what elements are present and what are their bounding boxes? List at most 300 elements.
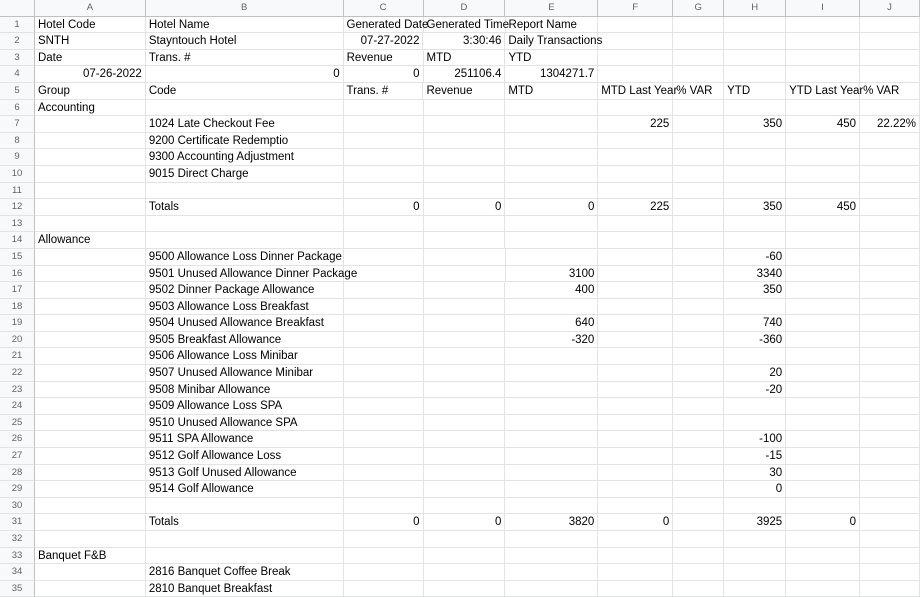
cell-h2[interactable]: [724, 33, 786, 50]
cell-e24[interactable]: [505, 398, 598, 415]
cell-f8[interactable]: [598, 133, 673, 150]
cell-d16[interactable]: [424, 266, 506, 283]
cell-e26[interactable]: [505, 431, 598, 448]
cell-j17[interactable]: [860, 282, 920, 299]
cell-d5[interactable]: Revenue: [423, 83, 505, 100]
cell-g16[interactable]: [673, 266, 724, 283]
cell-g24[interactable]: [673, 398, 724, 415]
cell-c11[interactable]: [344, 183, 424, 200]
row-header[interactable]: 7: [0, 116, 35, 133]
row-header[interactable]: 4: [0, 66, 35, 83]
cell-a25[interactable]: [35, 415, 146, 432]
cell-i13[interactable]: [786, 216, 860, 233]
cell-f22[interactable]: [598, 365, 673, 382]
cell-d23[interactable]: [424, 382, 506, 399]
cell-i34[interactable]: [786, 564, 860, 581]
cell-j9[interactable]: [860, 149, 920, 166]
cell-h23[interactable]: -20: [724, 382, 786, 399]
cell-a9[interactable]: [35, 149, 146, 166]
cell-c8[interactable]: [344, 133, 424, 150]
cell-h7[interactable]: 350: [724, 116, 786, 133]
cell-e2[interactable]: Daily Transactions: [505, 33, 598, 50]
cell-e31[interactable]: 3820: [505, 514, 598, 531]
cell-b26[interactable]: 9511 SPA Allowance: [146, 431, 344, 448]
cell-e8[interactable]: [505, 133, 598, 150]
cell-j23[interactable]: [860, 382, 920, 399]
column-header-j[interactable]: J: [860, 0, 920, 17]
row-header[interactable]: 35: [0, 581, 35, 597]
row-header[interactable]: 5: [0, 83, 35, 100]
cell-j35[interactable]: [860, 581, 920, 597]
row-header[interactable]: 34: [0, 564, 35, 581]
cell-i17[interactable]: [786, 282, 860, 299]
cell-a17[interactable]: [35, 282, 146, 299]
column-header-h[interactable]: H: [724, 0, 786, 17]
cell-e32[interactable]: [505, 531, 598, 548]
cell-b6[interactable]: [146, 100, 344, 117]
row-header[interactable]: 21: [0, 348, 35, 365]
cell-d13[interactable]: [424, 216, 506, 233]
cell-h24[interactable]: [724, 398, 786, 415]
cell-b5[interactable]: Code: [146, 83, 344, 100]
cell-b11[interactable]: [146, 183, 344, 200]
cell-f19[interactable]: [598, 315, 673, 332]
cell-a33[interactable]: Banquet F&B: [35, 548, 146, 565]
cell-c10[interactable]: [344, 166, 424, 183]
cell-c6[interactable]: [344, 100, 424, 117]
cell-f31[interactable]: 0: [598, 514, 673, 531]
cell-a23[interactable]: [35, 382, 146, 399]
cell-e13[interactable]: [505, 216, 598, 233]
cell-j10[interactable]: [860, 166, 920, 183]
cell-f21[interactable]: [598, 348, 673, 365]
cell-d9[interactable]: [424, 149, 506, 166]
cell-i23[interactable]: [786, 382, 860, 399]
cell-b29[interactable]: 9514 Golf Allowance: [146, 481, 344, 498]
cell-e3[interactable]: YTD: [505, 50, 598, 67]
cell-e29[interactable]: [505, 481, 598, 498]
cell-i11[interactable]: [786, 183, 860, 200]
row-header[interactable]: 13: [0, 216, 35, 233]
cell-j26[interactable]: [860, 431, 920, 448]
cell-j3[interactable]: [860, 50, 920, 67]
cell-d33[interactable]: [424, 548, 506, 565]
cell-j24[interactable]: [860, 398, 920, 415]
cell-f28[interactable]: [598, 465, 673, 482]
cell-a31[interactable]: [35, 514, 146, 531]
row-header[interactable]: 17: [0, 282, 35, 299]
cell-j28[interactable]: [860, 465, 920, 482]
cell-c29[interactable]: [344, 481, 424, 498]
row-header[interactable]: 1: [0, 17, 35, 34]
cell-e16[interactable]: 3100: [506, 266, 599, 283]
cell-j20[interactable]: [860, 332, 920, 349]
cell-h29[interactable]: 0: [724, 481, 786, 498]
cell-b14[interactable]: [146, 232, 344, 249]
cell-g7[interactable]: [673, 116, 724, 133]
cell-d28[interactable]: [424, 465, 506, 482]
cell-j4[interactable]: [860, 66, 920, 83]
cell-f20[interactable]: [598, 332, 673, 349]
cell-e25[interactable]: [505, 415, 598, 432]
row-header[interactable]: 27: [0, 448, 35, 465]
cell-d8[interactable]: [424, 133, 506, 150]
cell-i19[interactable]: [786, 315, 860, 332]
row-header[interactable]: 2: [0, 33, 35, 50]
cell-g14[interactable]: [673, 232, 724, 249]
cell-e30[interactable]: [505, 498, 598, 515]
cell-b23[interactable]: 9508 Minibar Allowance: [146, 382, 344, 399]
cell-h10[interactable]: [724, 166, 786, 183]
cell-g25[interactable]: [673, 415, 724, 432]
cell-j2[interactable]: [860, 33, 920, 50]
cell-f27[interactable]: [598, 448, 673, 465]
cell-b35[interactable]: 2810 Banquet Breakfast: [146, 581, 344, 597]
cell-i25[interactable]: [786, 415, 860, 432]
cell-d11[interactable]: [424, 183, 506, 200]
cell-i33[interactable]: [786, 548, 860, 565]
cell-g3[interactable]: [673, 50, 724, 67]
cell-i24[interactable]: [786, 398, 860, 415]
cell-d14[interactable]: [424, 232, 506, 249]
row-header[interactable]: 6: [0, 100, 35, 117]
cell-b7[interactable]: 1024 Late Checkout Fee: [146, 116, 344, 133]
cell-e20[interactable]: -320: [505, 332, 598, 349]
cell-g4[interactable]: [673, 66, 724, 83]
cell-b30[interactable]: [146, 498, 344, 515]
cell-d6[interactable]: [424, 100, 506, 117]
cell-b12[interactable]: Totals: [146, 199, 344, 216]
cell-a21[interactable]: [35, 348, 146, 365]
cell-c1[interactable]: Generated Date: [344, 17, 424, 34]
cell-a24[interactable]: [35, 398, 146, 415]
cell-a3[interactable]: Date: [35, 50, 146, 67]
cell-c5[interactable]: Trans. #: [344, 83, 424, 100]
cell-e9[interactable]: [505, 149, 598, 166]
cell-g8[interactable]: [673, 133, 724, 150]
cell-j22[interactable]: [860, 365, 920, 382]
cell-d4[interactable]: 251106.4: [424, 66, 506, 83]
column-header-f[interactable]: F: [598, 0, 673, 17]
cell-h20[interactable]: -360: [724, 332, 786, 349]
cell-j14[interactable]: [860, 232, 920, 249]
cell-h26[interactable]: -100: [724, 431, 786, 448]
cell-j5[interactable]: % VAR: [860, 83, 920, 100]
cell-e1[interactable]: Report Name: [506, 17, 599, 34]
row-header[interactable]: 19: [0, 315, 35, 332]
cell-g5[interactable]: % VAR: [673, 83, 724, 100]
cell-a13[interactable]: [35, 216, 146, 233]
cell-h25[interactable]: [724, 415, 786, 432]
cell-c20[interactable]: [344, 332, 424, 349]
cell-h5[interactable]: YTD: [724, 83, 786, 100]
cell-c19[interactable]: [344, 315, 424, 332]
cell-d30[interactable]: [424, 498, 506, 515]
cell-c15[interactable]: [344, 249, 424, 266]
cell-g1[interactable]: [673, 17, 724, 34]
row-header[interactable]: 25: [0, 415, 35, 432]
cell-a6[interactable]: Accounting: [35, 100, 146, 117]
cell-b15[interactable]: 9500 Allowance Loss Dinner Package: [146, 249, 344, 266]
cell-a22[interactable]: [35, 365, 146, 382]
cell-h22[interactable]: 20: [724, 365, 786, 382]
row-header[interactable]: 24: [0, 398, 35, 415]
row-header[interactable]: 29: [0, 481, 35, 498]
row-header[interactable]: 3: [0, 50, 35, 67]
cell-c9[interactable]: [344, 149, 424, 166]
cell-c2[interactable]: 07-27-2022: [344, 33, 424, 50]
cell-b20[interactable]: 9505 Breakfast Allowance: [146, 332, 344, 349]
cell-e21[interactable]: [505, 348, 598, 365]
row-header[interactable]: 20: [0, 332, 35, 349]
cell-j25[interactable]: [860, 415, 920, 432]
cell-f29[interactable]: [598, 481, 673, 498]
cell-h6[interactable]: [724, 100, 786, 117]
cell-i27[interactable]: [786, 448, 860, 465]
cell-h11[interactable]: [724, 183, 786, 200]
cell-e14[interactable]: [505, 232, 598, 249]
cell-h33[interactable]: [724, 548, 786, 565]
cell-i9[interactable]: [786, 149, 860, 166]
row-header[interactable]: 32: [0, 531, 35, 548]
cell-j18[interactable]: [860, 299, 920, 316]
cell-f15[interactable]: [598, 249, 673, 266]
cell-e19[interactable]: 640: [505, 315, 598, 332]
cell-d20[interactable]: [424, 332, 506, 349]
cell-e12[interactable]: 0: [505, 199, 598, 216]
row-header[interactable]: 9: [0, 149, 35, 166]
cell-i10[interactable]: [786, 166, 860, 183]
cell-g34[interactable]: [673, 564, 724, 581]
cell-d25[interactable]: [424, 415, 506, 432]
cell-f30[interactable]: [598, 498, 673, 515]
cell-g22[interactable]: [673, 365, 724, 382]
row-header[interactable]: 14: [0, 232, 35, 249]
cell-g11[interactable]: [673, 183, 724, 200]
cell-f24[interactable]: [598, 398, 673, 415]
cell-d24[interactable]: [424, 398, 506, 415]
cell-d21[interactable]: [424, 348, 506, 365]
cell-g21[interactable]: [673, 348, 724, 365]
cell-g33[interactable]: [673, 548, 724, 565]
cell-c7[interactable]: [344, 116, 424, 133]
cell-c17[interactable]: [344, 282, 424, 299]
cell-c35[interactable]: [344, 581, 424, 597]
cell-f14[interactable]: [598, 232, 673, 249]
cell-a32[interactable]: [35, 531, 146, 548]
cell-f2[interactable]: [598, 33, 673, 50]
cell-g12[interactable]: [673, 199, 724, 216]
cell-i12[interactable]: 450: [786, 199, 860, 216]
row-header[interactable]: 23: [0, 382, 35, 399]
cell-f26[interactable]: [598, 431, 673, 448]
cell-f3[interactable]: [598, 50, 673, 67]
cell-a30[interactable]: [35, 498, 146, 515]
cell-f7[interactable]: 225: [598, 116, 673, 133]
cell-a7[interactable]: [35, 116, 146, 133]
cell-f9[interactable]: [598, 149, 673, 166]
cell-g35[interactable]: [673, 581, 724, 597]
cell-g31[interactable]: [673, 514, 724, 531]
cell-a16[interactable]: [35, 266, 146, 283]
cell-b18[interactable]: 9503 Allowance Loss Breakfast: [146, 299, 344, 316]
cell-j8[interactable]: [860, 133, 920, 150]
cell-a12[interactable]: [35, 199, 146, 216]
cell-h27[interactable]: -15: [724, 448, 786, 465]
cell-f13[interactable]: [598, 216, 673, 233]
cell-i2[interactable]: [786, 33, 860, 50]
cell-d22[interactable]: [424, 365, 506, 382]
cell-g28[interactable]: [673, 465, 724, 482]
cell-d12[interactable]: 0: [424, 199, 506, 216]
cell-d31[interactable]: 0: [424, 514, 506, 531]
cell-h28[interactable]: 30: [724, 465, 786, 482]
row-header[interactable]: 12: [0, 199, 35, 216]
cell-c26[interactable]: [344, 431, 424, 448]
cell-h3[interactable]: [724, 50, 786, 67]
cell-b4[interactable]: 0: [146, 66, 344, 83]
cell-f35[interactable]: [598, 581, 673, 597]
cell-i14[interactable]: [786, 232, 860, 249]
cell-i18[interactable]: [786, 299, 860, 316]
cell-e23[interactable]: [505, 382, 598, 399]
cell-j31[interactable]: [860, 514, 920, 531]
cell-d3[interactable]: MTD: [424, 50, 506, 67]
cell-c33[interactable]: [344, 548, 424, 565]
cell-a5[interactable]: Group: [35, 83, 146, 100]
cell-h16[interactable]: 3340: [724, 266, 786, 283]
cell-a20[interactable]: [35, 332, 146, 349]
cell-g29[interactable]: [673, 481, 724, 498]
cell-b32[interactable]: [146, 531, 344, 548]
cell-d32[interactable]: [424, 531, 506, 548]
cell-i3[interactable]: [786, 50, 860, 67]
cell-c23[interactable]: [344, 382, 424, 399]
cell-b2[interactable]: Stayntouch Hotel: [146, 33, 344, 50]
cell-d35[interactable]: [424, 581, 506, 597]
cell-i22[interactable]: [786, 365, 860, 382]
cell-j29[interactable]: [860, 481, 920, 498]
row-header[interactable]: 10: [0, 166, 35, 183]
cell-i4[interactable]: [786, 66, 860, 83]
column-header-a[interactable]: A: [35, 0, 146, 17]
column-header-c[interactable]: C: [344, 0, 424, 17]
cell-j33[interactable]: [860, 548, 920, 565]
cell-f6[interactable]: [598, 100, 673, 117]
cell-f1[interactable]: [598, 17, 673, 34]
cell-e17[interactable]: 400: [505, 282, 598, 299]
cell-c18[interactable]: [344, 299, 424, 316]
cell-i7[interactable]: 450: [786, 116, 860, 133]
cell-b21[interactable]: 9506 Allowance Loss Minibar: [146, 348, 344, 365]
cell-e22[interactable]: [505, 365, 598, 382]
column-header-i[interactable]: I: [786, 0, 860, 17]
cell-a19[interactable]: [35, 315, 146, 332]
cell-h32[interactable]: [724, 531, 786, 548]
cell-c27[interactable]: [344, 448, 424, 465]
cell-b27[interactable]: 9512 Golf Allowance Loss: [146, 448, 344, 465]
cell-e4[interactable]: 1304271.7: [505, 66, 598, 83]
cell-j7[interactable]: 22.22%: [860, 116, 920, 133]
cell-a27[interactable]: [35, 448, 146, 465]
cell-b24[interactable]: 9509 Allowance Loss SPA: [146, 398, 344, 415]
cell-i6[interactable]: [786, 100, 860, 117]
cell-g18[interactable]: [673, 299, 724, 316]
cell-e6[interactable]: [505, 100, 598, 117]
cell-g13[interactable]: [673, 216, 724, 233]
cell-h19[interactable]: 740: [724, 315, 786, 332]
cell-h13[interactable]: [724, 216, 786, 233]
cell-i21[interactable]: [786, 348, 860, 365]
row-header[interactable]: 22: [0, 365, 35, 382]
row-header[interactable]: 8: [0, 133, 35, 150]
cell-h12[interactable]: 350: [724, 199, 786, 216]
cell-e7[interactable]: [505, 116, 598, 133]
row-header[interactable]: 15: [0, 249, 35, 266]
cell-h15[interactable]: -60: [724, 249, 786, 266]
row-header[interactable]: 11: [0, 183, 35, 200]
cell-h9[interactable]: [724, 149, 786, 166]
cell-b28[interactable]: 9513 Golf Unused Allowance: [146, 465, 344, 482]
cell-d29[interactable]: [424, 481, 506, 498]
cell-j32[interactable]: [860, 531, 920, 548]
cell-c34[interactable]: [344, 564, 424, 581]
cell-b34[interactable]: 2816 Banquet Coffee Break: [146, 564, 344, 581]
cell-a2[interactable]: SNTH: [35, 33, 146, 50]
cell-c3[interactable]: Revenue: [344, 50, 424, 67]
cell-j30[interactable]: [860, 498, 920, 515]
cell-h18[interactable]: [724, 299, 786, 316]
cell-e27[interactable]: [505, 448, 598, 465]
cell-a1[interactable]: Hotel Code: [35, 17, 146, 34]
cell-i26[interactable]: [786, 431, 860, 448]
cell-h1[interactable]: [724, 17, 786, 34]
cell-j6[interactable]: [860, 100, 920, 117]
cell-h30[interactable]: [724, 498, 786, 515]
cell-f18[interactable]: [598, 299, 673, 316]
cell-b10[interactable]: 9015 Direct Charge: [146, 166, 344, 183]
cell-a15[interactable]: [35, 249, 146, 266]
cell-b9[interactable]: 9300 Accounting Adjustment: [146, 149, 344, 166]
cell-g15[interactable]: [673, 249, 724, 266]
cell-c13[interactable]: [344, 216, 424, 233]
cell-b13[interactable]: [146, 216, 344, 233]
cell-g10[interactable]: [673, 166, 724, 183]
cell-h4[interactable]: [724, 66, 786, 83]
cell-i28[interactable]: [786, 465, 860, 482]
cell-f23[interactable]: [598, 382, 673, 399]
cell-c16[interactable]: [344, 266, 424, 283]
cell-h17[interactable]: 350: [724, 282, 786, 299]
cell-f11[interactable]: [598, 183, 673, 200]
cell-i5[interactable]: YTD Last Year: [786, 83, 860, 100]
cell-h21[interactable]: [724, 348, 786, 365]
cell-c21[interactable]: [344, 348, 424, 365]
row-header[interactable]: 33: [0, 548, 35, 565]
cell-i16[interactable]: [786, 266, 860, 283]
cell-j16[interactable]: [860, 266, 920, 283]
column-header-b[interactable]: B: [146, 0, 344, 17]
cell-g23[interactable]: [673, 382, 724, 399]
cell-d17[interactable]: [424, 282, 506, 299]
cell-c14[interactable]: [344, 232, 424, 249]
cell-a10[interactable]: [35, 166, 146, 183]
cell-a26[interactable]: [35, 431, 146, 448]
cell-j12[interactable]: [860, 199, 920, 216]
cell-e10[interactable]: [505, 166, 598, 183]
cell-h8[interactable]: [724, 133, 786, 150]
cell-i8[interactable]: [786, 133, 860, 150]
